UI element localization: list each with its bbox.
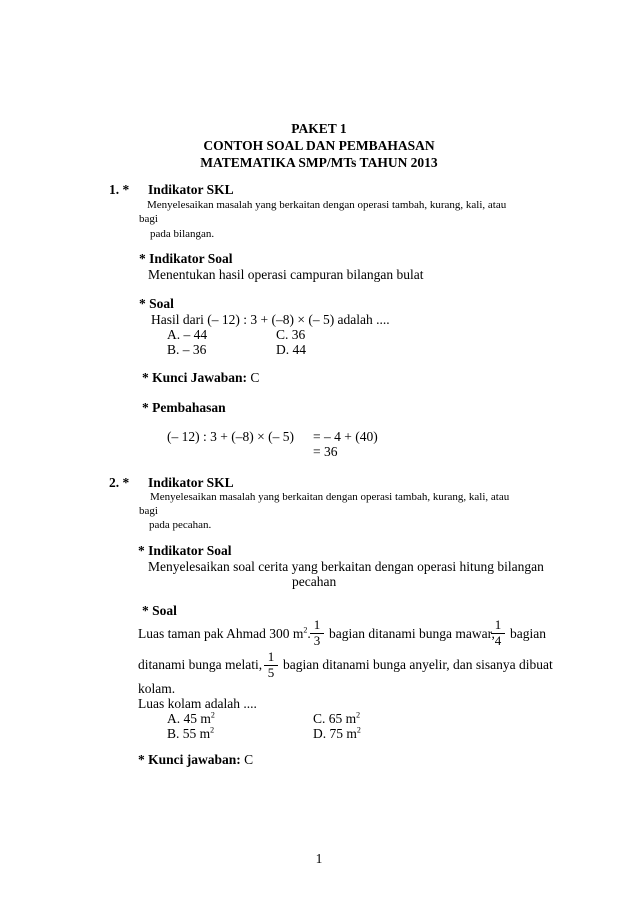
- q1-pembahasan-step1: = – 4 + (40): [313, 429, 378, 444]
- q1-indikator-soal-heading: * Indikator Soal: [139, 251, 233, 266]
- q2-skl-line1: Menyelesaikan masalah yang berkaitan dengan operasi tambah, kurang, kali, atau: [150, 491, 510, 503]
- q2-soal-text-d: ditanami bunga melati,: [138, 657, 263, 672]
- q1-soal-heading: * Soal: [139, 296, 174, 311]
- q1-skl-line2: bagi: [139, 213, 158, 225]
- q2-soal-text-f: kolam.: [138, 681, 176, 696]
- page-number: 1: [315, 851, 323, 866]
- q2-indikator-soal-line2: pecahan: [292, 574, 337, 589]
- q1-option-d: D. 44: [276, 342, 306, 357]
- q1-pembahasan-heading: * Pembahasan: [142, 400, 226, 415]
- q1-skl-line3: pada bilangan.: [150, 228, 215, 240]
- q1-option-c: C. 36: [276, 327, 306, 342]
- q1-kunci-label: * Kunci Jawaban:: [142, 370, 248, 385]
- q1-skl-line1: Menyelesaikan masalah yang berkaitan dengan operasi tambah, kurang, kali, atau: [147, 199, 507, 211]
- q2-soal-text-b: bagian ditanami bunga mawar,: [329, 626, 495, 641]
- q1-option-a: A. – 44: [167, 327, 208, 342]
- header-paket: PAKET 1: [291, 121, 347, 136]
- q2-option-d: D. 75 $m^2$: [313, 725, 361, 741]
- q1-number: 1. *: [109, 182, 130, 197]
- q2-option-b: B. 55 $m^2$: [167, 725, 215, 741]
- q2-indikator-soal-heading: * Indikator Soal: [138, 543, 232, 558]
- q2-soal-text-a: Luas taman pak Ahmad 300 $m^2$.: [138, 625, 311, 641]
- q1-pembahasan-result: = 36: [313, 444, 338, 459]
- q2-soal-text-c: bagian: [510, 626, 546, 641]
- q2-fraction-one-fifth: 1 5: [264, 650, 278, 680]
- q2-question: Luas kolam adalah ....: [138, 696, 257, 711]
- header-subtitle: MATEMATIKA SMP/MTs TAHUN 2013: [200, 155, 438, 170]
- q1-soal-text: Hasil dari (– 12) : 3 + (–8) × (– 5) adalah ....: [151, 312, 390, 327]
- q1-option-b: B. – 36: [167, 342, 207, 357]
- q2-kunci-label: * Kunci jawaban:: [138, 752, 241, 767]
- q1-indikator-soal-text: Menentukan hasil operasi campuran bilangan bulat: [148, 267, 424, 282]
- q1-kunci: [142, 370, 259, 386]
- q2-kunci-value: C: [244, 752, 254, 767]
- q1-kunci-value: C: [250, 370, 260, 385]
- q1-skl-heading: Indikator SKL: [148, 182, 234, 197]
- q2-skl-line3: pada pecahan.: [149, 519, 212, 531]
- q2-kunci: [138, 752, 253, 768]
- q2-indikator-soal-line1: Menyelesaikan soal cerita yang berkaitan dengan operasi hitung bilangan: [148, 559, 544, 574]
- q2-soal-text-e: bagian ditanami bunga anyelir, dan sisanya dibuat: [283, 657, 553, 672]
- q2-option-c: C. 65 $m^2$: [313, 710, 361, 726]
- q2-number: 2. *: [109, 475, 130, 490]
- q2-fraction-one-third: 1 3: [310, 618, 324, 648]
- header-title: CONTOH SOAL DAN PEMBAHASAN: [203, 138, 435, 153]
- q2-soal-heading: * Soal: [142, 603, 177, 618]
- q1-pembahasan-expression: (– 12) : 3 + (–8) × (– 5): [167, 429, 294, 444]
- q2-fraction-one-fourth: 1 4: [491, 618, 505, 648]
- q2-skl-line2: bagi: [139, 505, 158, 517]
- q2-skl-heading: Indikator SKL: [148, 475, 234, 490]
- q2-option-a: A. 45 $m^2$: [167, 710, 215, 726]
